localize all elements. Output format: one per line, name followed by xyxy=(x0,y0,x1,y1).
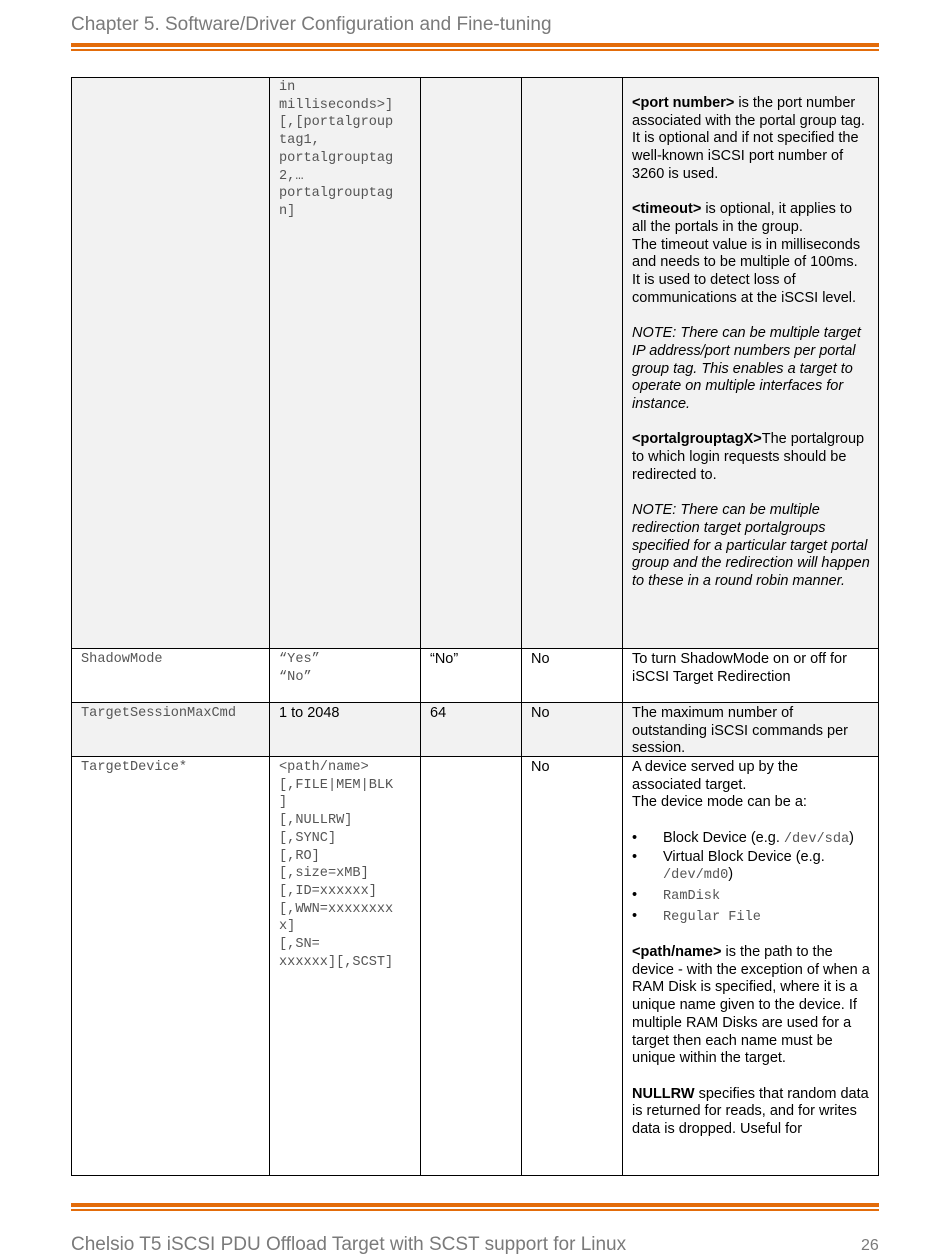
param-description-cell: To turn ShadowMode on or off for iSCSI Target Redirection xyxy=(632,651,847,685)
note-redirection: NOTE: There can be multiple redirection target portalgroups specified for a particular target portal group and the redirection will happen to these in a round robin manner. xyxy=(632,502,870,589)
param-values-cell: <path/name> [,FILE|MEM|BLK ] [,NULLRW] [,SYNC] [,RO] [,size=xMB] [,ID=xxxxxx] [,WWN=xxxxxxxx x] [,SN= xxxxxx][,SCST] xyxy=(270,757,421,1175)
param-name-cell: TargetDevice* xyxy=(72,757,270,1175)
param-description-cell xyxy=(623,757,878,1175)
table-row xyxy=(72,78,878,649)
path-name-paragraph: <path/name> is the path to the device - with the exception of when a RAM Disk is specified, where it is a unique name given to the device. If multiple RAM Disks are used for a target then each name must be unique within the target. xyxy=(632,944,870,1067)
timeout-use-text: It is used to detect loss of communications at the iSCSI level. xyxy=(632,272,857,306)
param-multiple-cell xyxy=(522,78,623,648)
param-default-cell xyxy=(421,78,522,648)
table-row xyxy=(72,649,878,703)
bullet-icon: • xyxy=(632,829,638,846)
param-description-cell: The maximum number of outstanding iSCSI commands per session. xyxy=(632,705,848,756)
bullet-icon: • xyxy=(632,907,638,924)
param-multiple-cell: No xyxy=(522,649,623,702)
list-item: • RamDisk xyxy=(632,886,721,904)
bullet-icon: • xyxy=(632,886,638,903)
param-values-cell: 1 to 2048 xyxy=(270,703,421,756)
param-values-cell: “Yes” “No” xyxy=(270,649,421,702)
param-name-cell xyxy=(72,78,270,648)
header-rule-thin xyxy=(71,49,879,51)
param-multiple-cell: No xyxy=(522,703,623,756)
portalgrouptag-paragraph: <portalgrouptagX>The portalgroup to which login requests should be redirected to. xyxy=(632,431,865,483)
nullrw-paragraph: NULLRW specifies that random data is returned for reads, and for writes data is dropped. Useful for xyxy=(632,1085,869,1138)
header-rule-thick xyxy=(71,43,879,47)
timeout-value-text: The timeout value is in milliseconds and needs to be multiple of 100ms. xyxy=(632,236,861,271)
param-default-cell: 64 xyxy=(421,703,522,756)
bullet-icon: • xyxy=(632,848,638,865)
note-multiple-addresses: NOTE: There can be multiple target IP address/port numbers per portal group tag. This enables a target to operate on multiple interfaces for instance. xyxy=(632,325,861,412)
footer-doc-title: Chelsio T5 iSCSI PDU Offload Target with SCST support for Linux xyxy=(71,1234,627,1255)
list-item: • Block Device (e.g. /dev/sda) xyxy=(632,829,854,847)
page-number: 26 xyxy=(861,1237,879,1254)
footer-rule-thick xyxy=(71,1203,879,1207)
list-item: • Regular File xyxy=(632,907,761,925)
device-intro: A device served up by the associated target. xyxy=(632,759,799,793)
footer-rule-thin xyxy=(71,1209,879,1211)
param-default-cell: “No” xyxy=(421,649,522,702)
table-row xyxy=(72,703,878,757)
param-default-cell xyxy=(421,757,522,1175)
param-description-cell xyxy=(623,78,878,648)
chapter-title: Chapter 5. Software/Driver Configuration and Fine-tuning xyxy=(71,14,552,35)
param-name-cell: TargetSessionMaxCmd xyxy=(72,703,270,756)
param-name-cell: ShadowMode xyxy=(72,649,270,702)
table-row xyxy=(72,757,878,1175)
param-values-cell: in milliseconds>] [,[portalgroup tag1, portalgrouptag 2,… portalgrouptag n] xyxy=(270,78,421,648)
param-multiple-cell: No xyxy=(522,757,623,1175)
parameter-table xyxy=(71,77,879,1176)
list-item: • Virtual Block Device (e.g. /dev/md0) xyxy=(632,848,825,884)
device-mode-intro: The device mode can be a: xyxy=(632,794,807,811)
port-number-paragraph: <port number> is the port number associated with the portal group tag. It is optional and if not specified the well-known iSCSI port number of 3260 is used. xyxy=(632,95,865,182)
timeout-paragraph: <timeout> is optional, it applies to all the portals in the group. xyxy=(632,201,853,235)
